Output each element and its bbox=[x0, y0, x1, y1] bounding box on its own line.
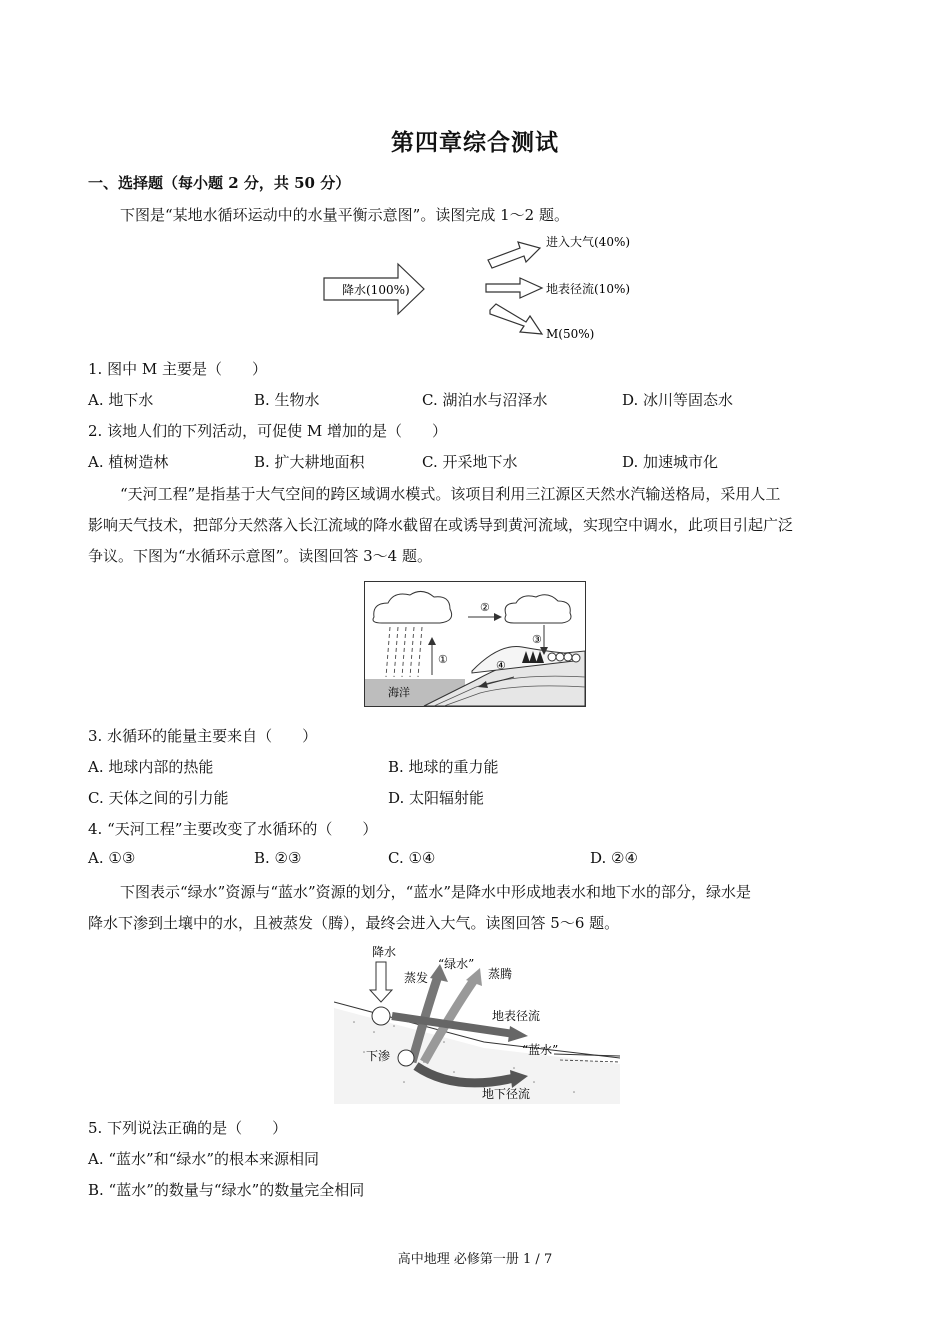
q1-option-c[interactable]: C. 湖泊水与沼泽水 bbox=[422, 391, 548, 409]
precip-label: 降水(100%) bbox=[342, 283, 410, 297]
m-arrow-shape bbox=[490, 304, 542, 334]
q1-option-d[interactable]: D. 冰川等固态水 bbox=[622, 391, 734, 409]
q4-option-d[interactable]: D. ②④ bbox=[590, 849, 638, 867]
evap-label: 蒸发 bbox=[404, 971, 429, 985]
water-cycle-figure bbox=[364, 581, 586, 707]
water-balance-figure bbox=[320, 232, 650, 344]
green-blue-water-figure bbox=[334, 942, 620, 1104]
q4-option-a[interactable]: A. ①③ bbox=[88, 849, 136, 867]
q3-option-b[interactable]: B. 地球的重力能 bbox=[388, 758, 499, 776]
intro3-line-1: 下图表示“绿水”资源与“蓝水”资源的划分，“蓝水”是降水中形成地表水和地下水的部分，绿水是 bbox=[120, 883, 752, 901]
q5-option-a[interactable]: A. “蓝水”和“绿水”的根本来源相同 bbox=[88, 1150, 320, 1168]
atm-arrow-shape bbox=[488, 242, 540, 268]
q2-option-c[interactable]: C. 开采地下水 bbox=[422, 453, 518, 471]
ocean-label: 海洋 bbox=[388, 686, 410, 699]
q3-option-c[interactable]: C. 天体之间的引力能 bbox=[88, 789, 229, 807]
q2-option-b[interactable]: B. 扩大耕地面积 bbox=[254, 453, 365, 471]
q2-option-d[interactable]: D. 加速城市化 bbox=[622, 453, 719, 471]
q1-stem: 1. 图中 M 主要是（ ） bbox=[88, 360, 267, 378]
precip-label: 降水 bbox=[372, 945, 397, 959]
page-footer: 高中地理 必修第一册 1 / 7 bbox=[397, 1252, 553, 1267]
intro2-line-3: 争议。下图为“水循环示意图”。读图回答 3～4 题。 bbox=[88, 547, 432, 565]
q5-stem: 5. 下列说法正确的是（ ） bbox=[88, 1119, 288, 1137]
infiltration-label: 下渗 bbox=[366, 1049, 391, 1063]
q4-option-b[interactable]: B. ②③ bbox=[254, 849, 302, 867]
arrow-3-label: ③ bbox=[532, 633, 542, 646]
q4-option-c[interactable]: C. ①④ bbox=[388, 849, 436, 867]
arrow-2-label: ② bbox=[480, 601, 490, 614]
atm-label: 进入大气(40%) bbox=[546, 235, 631, 249]
q1-option-b[interactable]: B. 生物水 bbox=[254, 391, 320, 409]
intro3-line-2: 降水下渗到土壤中的水，且被蒸发（腾），最终会进入大气。读图回答 5～6 题。 bbox=[88, 914, 620, 932]
intro2-line-2: 影响天气技术，把部分天然落入长江流域的降水截留在或诱导到黄河流域，实现空中调水，此项目引起广泛 bbox=[88, 516, 794, 534]
page-title: 第四章综合测试 bbox=[391, 129, 559, 156]
q5-option-b[interactable]: B. “蓝水”的数量与“绿水”的数量完全相同 bbox=[88, 1181, 365, 1199]
ground-runoff-label: 地下径流 bbox=[482, 1087, 531, 1101]
q1-option-a[interactable]: A. 地下水 bbox=[88, 391, 154, 409]
q4-stem: 4. “天河工程”主要改变了水循环的（ ） bbox=[88, 820, 378, 838]
q3-option-a[interactable]: A. 地球内部的热能 bbox=[88, 758, 214, 776]
q2-option-a[interactable]: A. 植树造林 bbox=[88, 453, 169, 471]
intro2-line-1: “天河工程”是指基于大气空间的跨区域调水模式。该项目利用三江源区天然水汽输送格局，采用人工 bbox=[120, 485, 781, 503]
q2-stem: 2. 该地人们的下列活动，可促使 M 增加的是（ ） bbox=[88, 422, 447, 440]
arrow-4-label: ④ bbox=[496, 659, 506, 672]
runoff-label: 地表径流(10%) bbox=[546, 282, 631, 296]
section-heading: 一、选择题（每小题 2 分，共 50 分） bbox=[88, 174, 351, 192]
transp-label: 蒸腾 bbox=[488, 967, 513, 981]
m-label: M(50%) bbox=[546, 327, 595, 341]
intro-paragraph-1: 下图是“某地水循环运动中的水量平衡示意图”。读图完成 1～2 题。 bbox=[120, 206, 569, 224]
arrow-1-label: ① bbox=[438, 653, 448, 666]
blue-water-label: “蓝水” bbox=[522, 1043, 559, 1057]
runoff-arrow-shape bbox=[486, 278, 542, 298]
green-water-label: “绿水” bbox=[438, 957, 475, 971]
q3-option-d[interactable]: D. 太阳辐射能 bbox=[388, 789, 485, 807]
surface-runoff-label: 地表径流 bbox=[492, 1009, 541, 1023]
q3-stem: 3. 水循环的能量主要来自（ ） bbox=[88, 727, 318, 745]
